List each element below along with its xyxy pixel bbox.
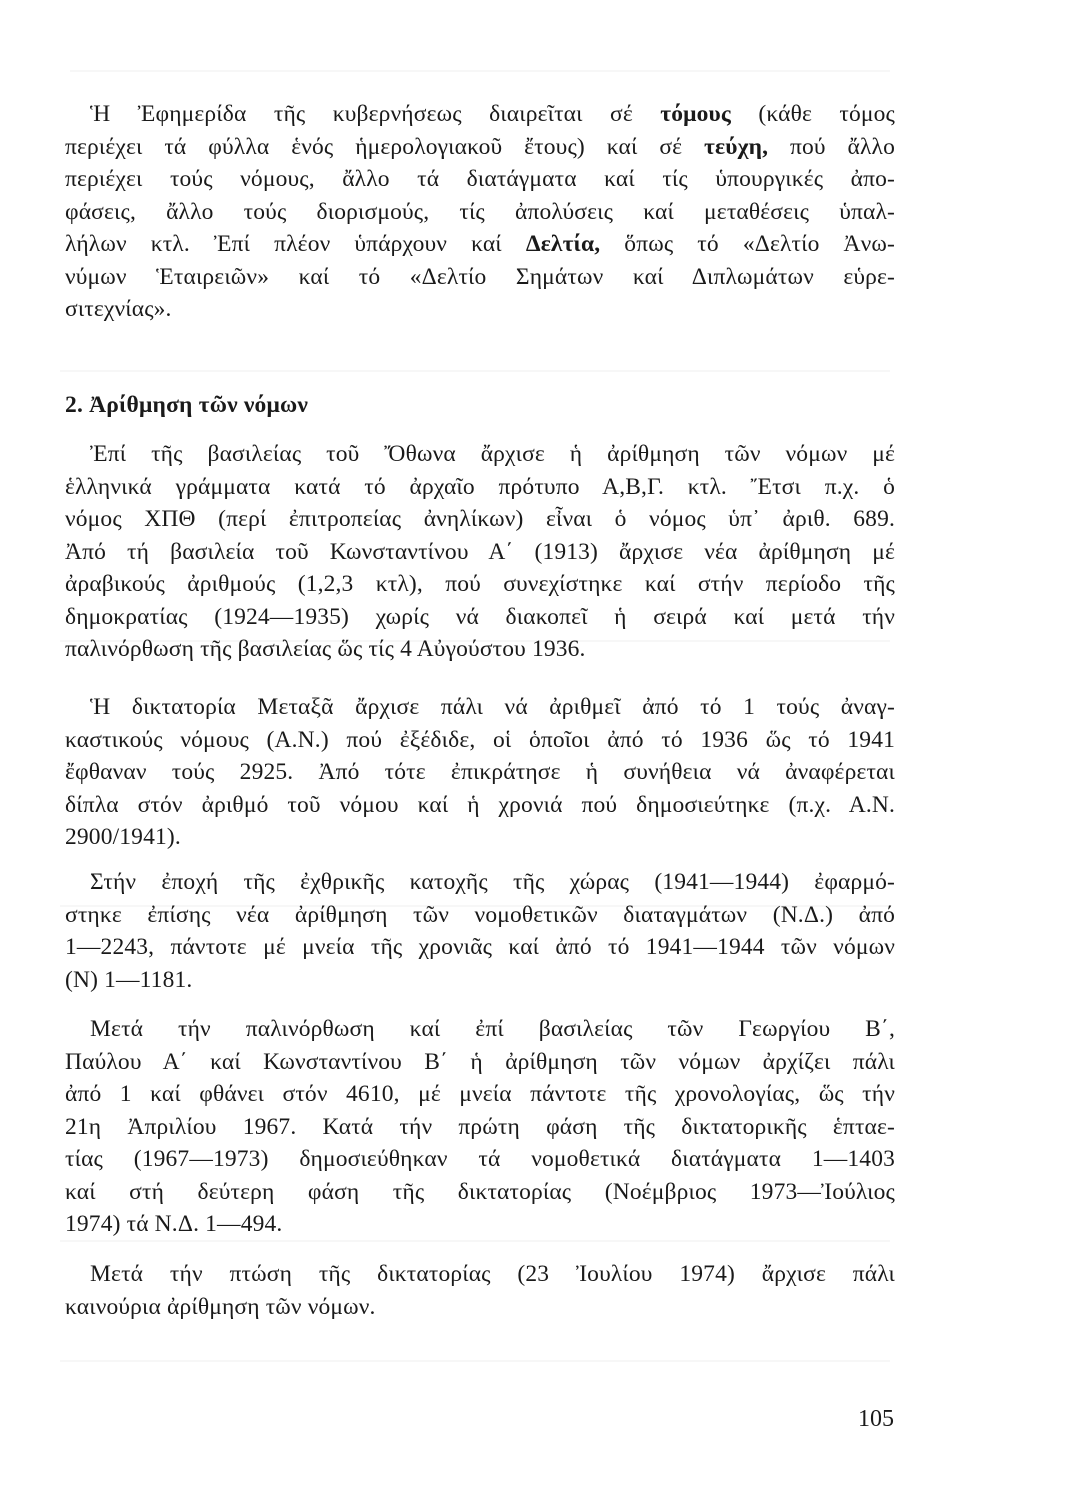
text-line: 1974) τά Ν.Δ. 1—494. xyxy=(65,1211,283,1237)
text-line: (Ν) 1—1181. xyxy=(65,966,193,993)
text-line: ἀραβικούς ἀριθμούς (1,2,3 κτλ), πού συνεχίστηκε καί στήν περίοδο τῆς xyxy=(65,571,895,597)
text-line: 2900/1941). xyxy=(65,824,181,850)
paragraph-restoration xyxy=(65,1013,895,1241)
text-line: νόμος ΧΠΘ (περί ἐπιτροπείας ἀνηλίκων) εἶναι ὁ νόμος ὑπ᾽ ἀριθ. 689. xyxy=(65,506,895,532)
page-number: 105 xyxy=(858,1406,894,1432)
text-line: Παύλου Α΄ καί Κωνσταντίνου Β΄ ἡ ἀρίθμηση τῶν νόμων ἀρχίζει πάλι xyxy=(65,1048,895,1075)
text-line: 1—2243, πάντοτε μέ μνεία τῆς χρονιᾶς καί ἀπό τό 1941—1944 τῶν νόμων xyxy=(65,934,895,960)
text-line: Στήν ἐποχή τῆς ἐχθρικῆς κατοχῆς τῆς χώρας (1941—1944) ἐφαρμό- xyxy=(90,869,895,895)
paragraph-numbering-history xyxy=(65,438,895,666)
paragraph-gazette-volumes xyxy=(65,98,895,326)
text-line: Μετά τήν παλινόρθωση καί ἐπί βασιλείας τῶν Γεωργίου Β΄, xyxy=(90,1016,895,1042)
text-line: σιτεχνίας». xyxy=(65,296,172,322)
text-line: Ἀπό τή βασιλεία τοῦ Κωνσταντίνου Α΄ (1913) ἄρχισε νέα ἀρίθμηση μέ xyxy=(65,538,895,565)
text-line: δίπλα στόν ἀριθμό τοῦ νόμου καί ἡ χρονιά πού δημοσιεύτηκε (π.χ. Α.Ν. xyxy=(65,791,895,818)
text-line: Μετά τήν πτώση τῆς δικτατορίας (23 Ἰουλίου 1974) ἄρχισε πάλι xyxy=(90,1261,895,1287)
paragraph-occupation xyxy=(65,866,895,996)
text-line: φάσεις, ἄλλο τούς διορισμούς, τίς ἀπολύσεις καί μεταθέσεις ὑπαλ- xyxy=(65,198,895,225)
text-line: στηκε ἐπίσης νέα ἀρίθμηση τῶν νομοθετικῶν διαταγμάτων (Ν.Δ.) ἀπό xyxy=(65,901,895,928)
text-line: Ἡ δικτατορία Μεταξᾶ ἄρχισε πάλι νά ἀριθμεῖ ἀπό τό 1 τούς ἀναγ- xyxy=(90,694,895,720)
text-line: Ἡ Ἐφημερίδα τῆς κυβερνήσεως διαιρεῖται σέ τόμους (κάθε τόμος xyxy=(90,101,895,127)
text-line: νύμων Ἑταιρειῶν» καί τό «Δελτίο Σημάτων καί Διπλωμάτων εὑρε- xyxy=(65,263,895,290)
text-line: ἔφθαναν τούς 2925. Ἀπό τότε ἐπικράτησε ἡ συνήθεια νά ἀναφέρεται xyxy=(65,759,895,785)
paragraph-after-dictatorship xyxy=(65,1258,895,1323)
paragraph-metaxas-dictatorship xyxy=(65,691,895,854)
text-line: ἀπό 1 καί φθάνει στόν 4610, μέ μνεία πάντοτε τῆς χρονολογίας, ὥς τήν xyxy=(65,1081,895,1107)
text-line: περιέχει τά φύλλα ἑνός ἡμερολογιακοῦ ἔτους) καί σέ τεύχη, πού ἄλλο xyxy=(65,133,895,160)
text-line: δημοκρατίας (1924—1935) χωρίς νά διακοπεῖ ἡ σειρά καί μετά τήν xyxy=(65,603,895,630)
text-line: ἑλληνικά γράμματα κατά τό ἀρχαῖο πρότυπο Α,Β,Γ. κτλ. Ἔτσι π.χ. ὁ xyxy=(65,473,895,500)
section-heading: 2. Ἀρίθμηση τῶν νόμων xyxy=(65,392,309,418)
text-line: τίας (1967—1973) δημοσιεύθηκαν τά νομοθετικά διατάγματα 1—1403 xyxy=(65,1146,895,1172)
text-line: καινούρια ἀρίθμηση τῶν νόμων. xyxy=(65,1293,376,1320)
text-line: Ἐπί τῆς βασιλείας τοῦ Ὄθωνα ἄρχισε ἡ ἀρίθμηση τῶν νόμων μέ xyxy=(90,441,895,467)
text-line: λήλων κτλ. Ἐπί πλέον ὑπάρχουν καί Δελτία, ὅπως τό «Δελτίο Ἀνω- xyxy=(65,231,895,257)
text-line: καστικούς νόμους (Α.Ν.) πού ἐξέδιδε, οἱ ὁποῖοι ἀπό τό 1936 ὥς τό 1941 xyxy=(65,726,895,753)
text-line: περιέχει τούς νόμους, ἄλλο τά διατάγματα καί τίς ὑπουργικές ἀπο- xyxy=(65,166,895,192)
text-line: παλινόρθωση τῆς βασιλείας ὥς τίς 4 Αὐγούστου 1936. xyxy=(65,636,586,662)
text-line: καί στή δεύτερη φάση τῆς δικτατορίας (Νοέμβριος 1973—Ἰούλιος xyxy=(65,1178,895,1205)
text-line: 21η Ἀπριλίου 1967. Κατά τήν πρώτη φάση τῆς δικτατορικῆς ἑπταε- xyxy=(65,1113,895,1140)
